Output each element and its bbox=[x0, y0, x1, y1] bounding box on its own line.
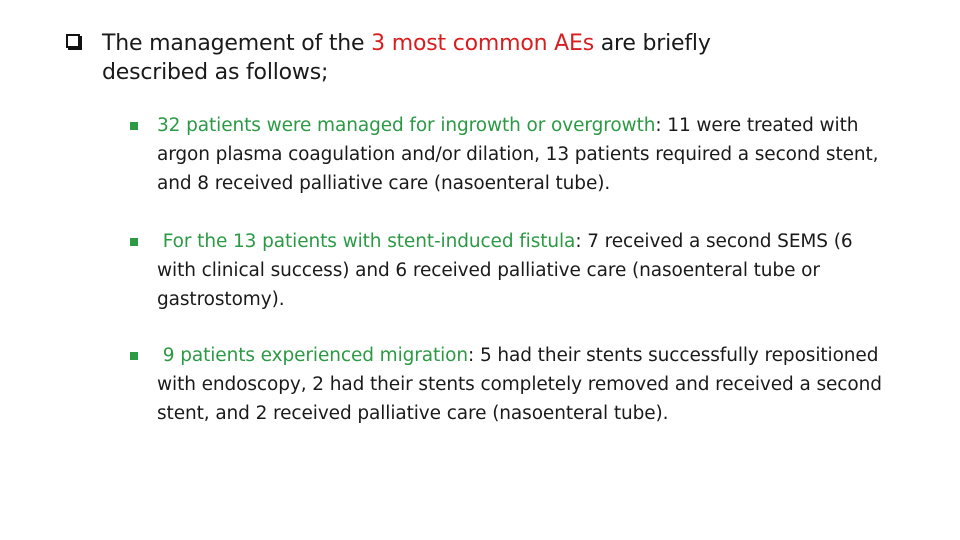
sub-bullet-text bbox=[157, 111, 887, 198]
main-bullet-text bbox=[102, 29, 762, 87]
main-highlight: 3 most common AEs bbox=[371, 31, 594, 56]
checkbox-bullet-icon bbox=[66, 34, 80, 48]
square-bullet-icon bbox=[130, 238, 138, 246]
square-bullet-icon bbox=[130, 352, 138, 360]
sub-bullet-text bbox=[157, 341, 887, 428]
sub-bullet-rest: : 5 had their stents successfully repositioned with endoscopy, 2 had their stents completely removed and received a second stent, and 2 received palliative care (nasoenteral tube). bbox=[157, 345, 882, 424]
square-bullet-icon bbox=[130, 122, 138, 130]
sub-bullet-lead: For the 13 patients with stent-induced fistula bbox=[157, 231, 576, 252]
sub-bullet-rest: : 7 received a second SEMS (6 with clinical success) and 6 received palliative care (nasoenteral tube or gastrostomy). bbox=[157, 231, 853, 310]
sub-bullet-text bbox=[157, 227, 887, 314]
main-text-before: The management of the bbox=[102, 31, 372, 56]
sub-bullet-lead: 32 patients were managed for ingrowth or overgrowth bbox=[157, 115, 656, 136]
main-text-after: are briefly described as follows; bbox=[102, 31, 711, 85]
sub-bullet-rest: : 11 were treated with argon plasma coagulation and/or dilation, 13 patients required a second stent, and 8 received palliative care (nasoenteral tube). bbox=[157, 115, 879, 194]
sub-bullet-lead: 9 patients experienced migration bbox=[157, 345, 469, 366]
